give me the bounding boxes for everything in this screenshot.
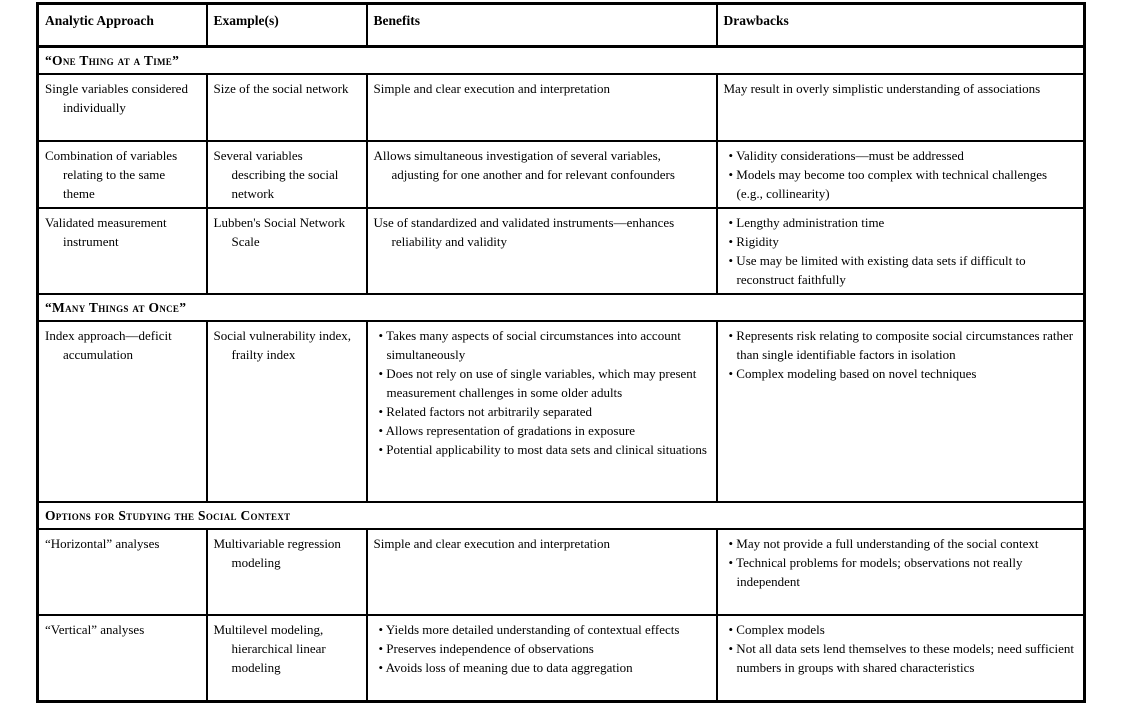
cell-benefits bbox=[367, 321, 717, 502]
cell-approach bbox=[38, 615, 207, 702]
cell-text: Simple and clear execution and interpretation bbox=[373, 535, 610, 551]
bullet-item: • Does not rely on use of single variables, which may present measurement challenges in some older adults bbox=[378, 365, 697, 400]
column-header-drawbacks: Drawbacks bbox=[717, 4, 1085, 47]
table-row bbox=[38, 208, 1085, 294]
cell-drawbacks bbox=[717, 141, 1085, 208]
cell-benefits bbox=[367, 615, 717, 702]
table-row bbox=[38, 321, 1085, 502]
table-row bbox=[38, 615, 1085, 702]
cell-text: Social vulnerability index, frailty index bbox=[213, 327, 352, 362]
cell-text: Multivariable regression modeling bbox=[213, 535, 341, 570]
bullet-item: • Takes many aspects of social circumstances into account simultaneously bbox=[378, 327, 681, 362]
cell-drawbacks bbox=[717, 529, 1085, 615]
cell-benefits bbox=[367, 74, 717, 141]
cell-examples bbox=[207, 208, 367, 294]
bullet-item: • Validity considerations—must be addressed bbox=[728, 147, 964, 163]
table-body bbox=[38, 47, 1085, 702]
table-row bbox=[38, 141, 1085, 208]
cell-text: Index approach—deficit accumulation bbox=[45, 327, 172, 362]
bullet-item: • Related factors not arbitrarily separated bbox=[378, 403, 593, 419]
cell-drawbacks bbox=[717, 321, 1085, 502]
section-header-row bbox=[38, 502, 1085, 529]
cell-drawbacks bbox=[717, 74, 1085, 141]
bullet-item: • Rigidity bbox=[728, 233, 779, 249]
cell-text: Lubben's Social Network Scale bbox=[213, 214, 346, 249]
cell-examples bbox=[207, 529, 367, 615]
section-title: “One Thing at a Time” bbox=[38, 47, 1085, 74]
bullet-item: • Allows representation of gradations in exposure bbox=[378, 422, 636, 438]
table-row bbox=[38, 74, 1085, 141]
table-header-row bbox=[38, 4, 1085, 47]
bullet-item: • Avoids loss of meaning due to data aggregation bbox=[378, 659, 633, 675]
column-header-analytic-approach: Analytic Approach bbox=[38, 4, 207, 47]
cell-text: May result in overly simplistic understanding of associations bbox=[723, 80, 1041, 96]
bullet-item: • Technical problems for models; observations not really independent bbox=[728, 554, 1023, 589]
cell-text: Use of standardized and validated instruments—enhances reliability and validity bbox=[373, 214, 675, 249]
cell-text: Single variables considered individually bbox=[45, 80, 188, 115]
cell-examples bbox=[207, 74, 367, 141]
cell-drawbacks bbox=[717, 615, 1085, 702]
bullet-item: • Complex models bbox=[728, 621, 825, 637]
bullet-item: • Lengthy administration time bbox=[728, 214, 885, 230]
cell-benefits bbox=[367, 529, 717, 615]
bullet-item: • Not all data sets lend themselves to these models; need sufficient numbers in groups with shared characteristics bbox=[728, 640, 1074, 675]
bullet-item: • Complex modeling based on novel techniques bbox=[728, 365, 977, 381]
bullet-item: • Potential applicability to most data sets and clinical situations bbox=[378, 441, 707, 457]
section-title: “Many Things at Once” bbox=[38, 294, 1085, 321]
section-header-row bbox=[38, 294, 1085, 321]
cell-approach bbox=[38, 529, 207, 615]
table-row bbox=[38, 529, 1085, 615]
cell-text: “Vertical” analyses bbox=[45, 621, 145, 637]
analytic-approaches-table bbox=[36, 2, 1086, 703]
cell-approach bbox=[38, 74, 207, 141]
bullet-item: • May not provide a full understanding of the social context bbox=[728, 535, 1039, 551]
cell-approach bbox=[38, 141, 207, 208]
cell-text: Size of the social network bbox=[213, 80, 349, 96]
cell-text: Simple and clear execution and interpretation bbox=[373, 80, 610, 96]
bullet-item: • Models may become too complex with technical challenges (e.g., collinearity) bbox=[728, 166, 1048, 201]
cell-approach bbox=[38, 208, 207, 294]
cell-benefits bbox=[367, 141, 717, 208]
cell-benefits bbox=[367, 208, 717, 294]
cell-drawbacks bbox=[717, 208, 1085, 294]
column-header-benefits: Benefits bbox=[367, 4, 717, 47]
bullet-item: • Use may be limited with existing data sets if difficult to reconstruct faithfully bbox=[728, 252, 1026, 287]
section-title: Options for Studying the Social Context bbox=[38, 502, 1085, 529]
bullet-item: • Yields more detailed understanding of contextual effects bbox=[378, 621, 680, 637]
cell-text: Multilevel modeling, hierarchical linear modeling bbox=[213, 621, 326, 675]
cell-text: Several variables describing the social network bbox=[213, 147, 339, 201]
cell-examples bbox=[207, 615, 367, 702]
cell-approach bbox=[38, 321, 207, 502]
bullet-item: • Preserves independence of observations bbox=[378, 640, 594, 656]
section-header-row bbox=[38, 47, 1085, 74]
bullet-item: • Represents risk relating to composite social circumstances rather than single identifiable factors in isolation bbox=[728, 327, 1074, 362]
cell-text: Validated measurement instrument bbox=[45, 214, 167, 249]
column-header-examples: Example(s) bbox=[207, 4, 367, 47]
cell-text: Allows simultaneous investigation of several variables, adjusting for one another and for relevant confounders bbox=[373, 147, 675, 182]
cell-text: Combination of variables relating to the same theme bbox=[45, 147, 178, 201]
cell-text: “Horizontal” analyses bbox=[45, 535, 160, 551]
cell-examples bbox=[207, 321, 367, 502]
cell-examples bbox=[207, 141, 367, 208]
